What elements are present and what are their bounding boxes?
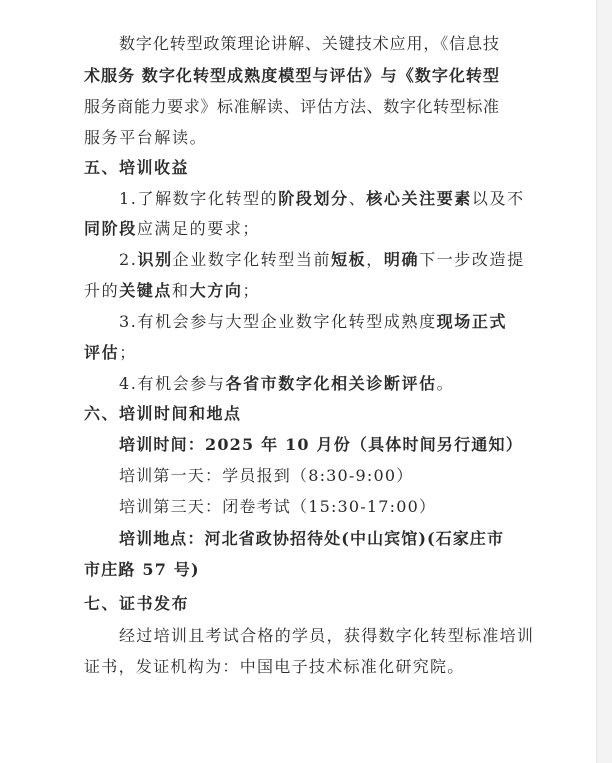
text-span: ； <box>119 343 137 362</box>
paragraph-line: 证书，发证机构为：中国电子技术标准化研究院。 <box>84 657 465 676</box>
emphasis-text: 关键点 <box>119 281 173 300</box>
text-span: 以及不 <box>471 189 525 208</box>
training-location: 培训地点：河北省政协招待处(中山宾馆)(石家庄市 <box>119 529 505 548</box>
list-item-line <box>84 219 260 239</box>
training-time: 培训时间：2025 年 10 月份（具体时间另行通知） <box>119 435 523 454</box>
text-span: 2. <box>119 250 138 269</box>
text-span: 1.了解数字化转型的 <box>119 189 279 208</box>
text-span: 应满足的要求； <box>136 219 261 238</box>
emphasis-text: 明确 <box>383 250 420 269</box>
paragraph-line: 经过培训且考试合格的学员，获得数字化转型标准培训 <box>119 626 535 645</box>
emphasis-text: 同阶段 <box>84 219 137 238</box>
list-item-line <box>119 250 525 270</box>
emphasis-text: 评估 <box>84 343 120 362</box>
text-span: 和 <box>172 281 190 300</box>
text-span: ， <box>366 250 384 269</box>
paragraph-line: 服务平台解读。 <box>84 128 208 147</box>
emphasis-text: 核心关注要素 <box>366 189 472 208</box>
text-span: 3.有机会参与大型企业数字化转型成熟度 <box>119 312 437 331</box>
paragraph-line: 数字化转型政策理论讲解、关键技术应用，《信息技 <box>119 34 499 53</box>
list-item-line <box>119 374 454 394</box>
paragraph-line: 术服务 数字化转型成熟度模型与评估》与《数字化转型 <box>84 66 499 85</box>
paragraph-line: 服务商能力要求》标准解读、评估方法、数字化转型标准 <box>84 97 499 116</box>
list-item-line <box>119 312 507 332</box>
text-span: 、 <box>348 189 367 208</box>
list-item-line <box>84 343 137 363</box>
list-item-line <box>119 189 525 209</box>
section-heading: 七、证书发布 <box>84 594 190 613</box>
text-span: 。 <box>436 374 455 393</box>
text-span: 升的 <box>84 281 120 300</box>
page-edge-strip <box>596 0 612 763</box>
training-day-one: 培训第一天：学员报到（8:30-9:00） <box>119 466 414 485</box>
emphasis-text: 阶段划分 <box>278 189 349 208</box>
text-span: ； <box>242 281 261 300</box>
text-span: 下一步改造提 <box>419 250 525 269</box>
emphasis-text: 短板 <box>331 250 367 269</box>
text-span: 4.有机会参与 <box>119 374 226 393</box>
emphasis-text: 现场正式 <box>436 312 508 331</box>
text-span: 企业数字化转型当前 <box>172 250 332 269</box>
section-heading: 六、培训时间和地点 <box>84 404 242 423</box>
training-location: 市庄路 57 号) <box>84 560 200 579</box>
emphasis-text: 大方向 <box>189 281 243 300</box>
training-day-three: 培训第三天：闭卷考试（15:30-17:00） <box>119 497 437 516</box>
list-item-line <box>84 281 260 301</box>
emphasis-text: 各省市数字化相关诊断评估 <box>225 374 437 393</box>
emphasis-text: 识别 <box>137 250 173 269</box>
section-heading: 五、培训收益 <box>84 158 190 177</box>
